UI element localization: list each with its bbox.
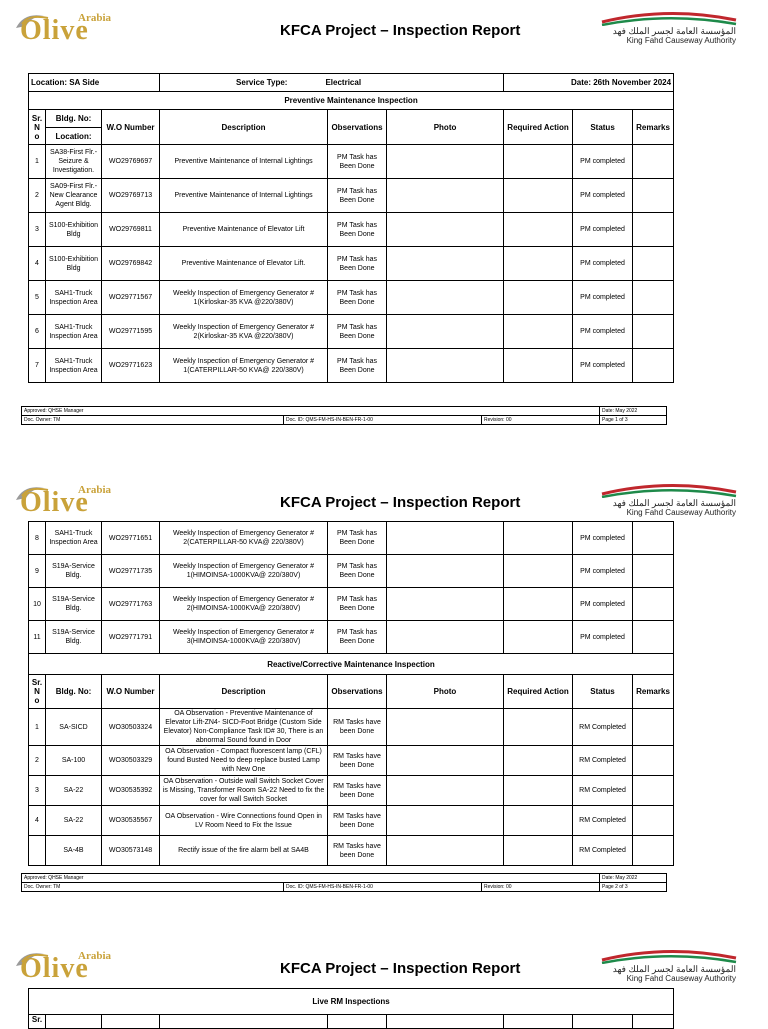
cell-observations: PM Task has Been Done: [328, 315, 387, 349]
cell-description: Weekly Inspection of Emergency Generator # 1(Kirloskar-35 KVA @220/380V): [160, 281, 328, 315]
cell-observations: PM Task has Been Done: [328, 213, 387, 247]
cell-photo: [387, 281, 504, 315]
cell-wo: WO30573148: [102, 836, 160, 866]
cell-description: OA Observation - Preventive Maintenance of Elevator Lift-ZN4- SICD-Foot Bridge (Custom Side Elevator) Non-Compliance Task ID# 30, There is an abnormal Sound found in Door: [160, 709, 328, 746]
cell-required-action: [504, 588, 573, 621]
col-bldg: Bldg. No:: [46, 675, 102, 709]
cell-bldg: S19A-Service Bldg.: [46, 588, 102, 621]
col-description: Description: [160, 110, 328, 145]
cell-wo: WO29771595: [102, 315, 160, 349]
col-remarks: Remarks: [633, 675, 674, 709]
report-page-1: [0, 0, 768, 440]
olive-arabia-logo: Arabia Olive: [14, 10, 134, 42]
cell-remarks: [633, 522, 674, 555]
cell-wo: WO29771791: [102, 621, 160, 654]
cell-required-action: [504, 145, 573, 179]
report-date: Date: 26th November 2024: [504, 74, 674, 92]
cell-description: Rectify issue of the fire alarm bell at SA4B: [160, 836, 328, 866]
cell-status: RM Completed: [573, 746, 633, 776]
cell-remarks: [633, 179, 674, 213]
cell-photo: [387, 213, 504, 247]
table-row: [29, 145, 674, 179]
col-status: Status: [573, 675, 633, 709]
cell-required-action: [504, 806, 573, 836]
cell-wo: WO29771651: [102, 522, 160, 555]
cell-observations: PM Task has Been Done: [328, 522, 387, 555]
cell-required-action: [504, 836, 573, 866]
kfca-logo: المؤسسة العامة لجسر الملك فهد King Fahd Causeway Authority: [598, 10, 740, 44]
table-row: [29, 179, 674, 213]
cell-sr: 5: [29, 281, 46, 315]
cell-wo: WO30503324: [102, 709, 160, 746]
cell-remarks: [633, 806, 674, 836]
cell-description: Preventive Maintenance of Internal Lightings: [160, 179, 328, 213]
cell-status: PM completed: [573, 349, 633, 383]
cell-photo: [387, 709, 504, 746]
col-observations: Observations: [328, 110, 387, 145]
cell-photo: [387, 247, 504, 281]
cell-sr: 11: [29, 621, 46, 654]
cell-bldg: SA-4B: [46, 836, 102, 866]
cell-wo: WO29771623: [102, 349, 160, 383]
col-photo: Photo: [387, 675, 504, 709]
table-row: [29, 746, 674, 776]
cell-status: PM completed: [573, 315, 633, 349]
section-title: Preventive Maintenance Inspection: [29, 92, 674, 110]
cell-observations: PM Task has Been Done: [328, 555, 387, 588]
section-title: Reactive/Corrective Maintenance Inspection: [29, 654, 674, 675]
cell-description: Weekly Inspection of Emergency Generator # 1(CATERPILLAR-50 KVA@ 220/380V): [160, 349, 328, 383]
cell-observations: PM Task has Been Done: [328, 281, 387, 315]
cell-required-action: [504, 281, 573, 315]
cell-description: OA Observation - Outside wall Switch Socket Cover is Missing, Transformer Room SA-22 Need to fix the cover for wall Switch Socket: [160, 776, 328, 806]
cell-sr: 6: [29, 315, 46, 349]
cell-observations: PM Task has Been Done: [328, 145, 387, 179]
cell-sr: 8: [29, 522, 46, 555]
cell-status: RM Completed: [573, 776, 633, 806]
cell-description: Weekly Inspection of Emergency Generator # 2(HIMOINSA-1000KVA@ 220/380V): [160, 588, 328, 621]
kfca-logo: المؤسسة العامة لجسر الملك فهد King Fahd Causeway Authority: [598, 482, 740, 516]
cell-photo: [387, 776, 504, 806]
cell-bldg: SA-22: [46, 806, 102, 836]
cell-status: PM completed: [573, 621, 633, 654]
cell-bldg: SAH1-Truck Inspection Area: [46, 281, 102, 315]
cell-bldg: SA-100: [46, 746, 102, 776]
cell-sr: 9: [29, 555, 46, 588]
cell-observations: RM Tasks have been Done: [328, 746, 387, 776]
cell-status: PM completed: [573, 281, 633, 315]
cell-remarks: [633, 315, 674, 349]
cell-description: Weekly Inspection of Emergency Generator # 2(CATERPILLAR-50 KVA@ 220/380V): [160, 522, 328, 555]
col-status: Status: [573, 110, 633, 145]
cell-description: OA Observation - Compact fluorescent lamp (CFL) found Busted Need to deep replace busted Lamp with New One: [160, 746, 328, 776]
cell-required-action: [504, 315, 573, 349]
cell-photo: [387, 179, 504, 213]
report-page-2: [0, 472, 768, 902]
col-observations: Observations: [328, 675, 387, 709]
cell-remarks: [633, 836, 674, 866]
col-wo: W.O Number: [102, 110, 160, 145]
cell-photo: [387, 349, 504, 383]
page-title: KFCA Project – Inspection Report: [280, 22, 521, 39]
col-bldg: Bldg. No:: [46, 110, 102, 128]
cell-observations: PM Task has Been Done: [328, 179, 387, 213]
col-photo: Photo: [387, 110, 504, 145]
cell-description: OA Observation - Wire Connections found Open in LV Room Need to Fix the Issue: [160, 806, 328, 836]
cell-wo: WO30503329: [102, 746, 160, 776]
cell-remarks: [633, 709, 674, 746]
cell-remarks: [633, 555, 674, 588]
cell-wo: WO29771735: [102, 555, 160, 588]
table-row: [29, 588, 674, 621]
col-required-action: Required Action: [504, 110, 573, 145]
cell-required-action: [504, 522, 573, 555]
cell-wo: WO30535567: [102, 806, 160, 836]
cell-observations: RM Tasks have been Done: [328, 709, 387, 746]
cell-observations: PM Task has Been Done: [328, 247, 387, 281]
live-rm-table: [28, 988, 674, 1029]
col-required-action: Required Action: [504, 675, 573, 709]
table-row: [29, 621, 674, 654]
cell-required-action: [504, 709, 573, 746]
location-label: Location: SA Side: [29, 74, 160, 92]
report-page-3: [0, 938, 768, 1024]
cell-wo: WO29771567: [102, 281, 160, 315]
service-type: Service Type: Electrical: [160, 74, 504, 92]
cell-photo: [387, 145, 504, 179]
cell-status: PM completed: [573, 179, 633, 213]
cell-bldg: SA09-First Flr.-New Clearance Agent Bldg.: [46, 179, 102, 213]
col-remarks: Remarks: [633, 110, 674, 145]
pm-inspection-table: [28, 73, 674, 383]
olive-arabia-logo: Arabia Olive: [14, 948, 134, 980]
cell-wo: WO30535392: [102, 776, 160, 806]
col-sr: Sr. N o: [29, 675, 46, 709]
cell-status: RM Completed: [573, 709, 633, 746]
cell-status: PM completed: [573, 145, 633, 179]
section-title: Live RM Inspections: [29, 989, 674, 1015]
cell-remarks: [633, 213, 674, 247]
cell-wo: WO29769697: [102, 145, 160, 179]
cell-wo: WO29771763: [102, 588, 160, 621]
cell-required-action: [504, 621, 573, 654]
table-row: [29, 315, 674, 349]
cell-status: PM completed: [573, 247, 633, 281]
page-title: KFCA Project – Inspection Report: [280, 960, 521, 977]
cell-remarks: [633, 247, 674, 281]
cell-wo: WO29769713: [102, 179, 160, 213]
page-header: [0, 472, 768, 518]
table-row: [29, 522, 674, 555]
cell-photo: [387, 806, 504, 836]
col-description: Description: [160, 675, 328, 709]
cell-sr: 4: [29, 806, 46, 836]
cell-sr: 3: [29, 213, 46, 247]
cell-photo: [387, 315, 504, 349]
col-sr: Sr.: [29, 1015, 46, 1029]
cell-photo: [387, 588, 504, 621]
table-row: [29, 281, 674, 315]
cell-sr: 1: [29, 145, 46, 179]
cell-bldg: S100-Exhibition Bldg: [46, 213, 102, 247]
cell-remarks: [633, 588, 674, 621]
doc-footer: Approved: QHSE Manager Date: May 2022 Doc. Owner: TM Doc. ID: QMS-FM-HS-IN-BEN-FR-1-00 Revision: 00 Page 2 of 3: [21, 873, 667, 892]
kfca-logo: المؤسسة العامة لجسر الملك فهد King Fahd Causeway Authority: [598, 948, 740, 982]
cell-required-action: [504, 776, 573, 806]
cell-bldg: SA-SICD: [46, 709, 102, 746]
cell-bldg: SA38-First Flr.-Seizure & Investigation.: [46, 145, 102, 179]
cell-observations: PM Task has Been Done: [328, 349, 387, 383]
cell-remarks: [633, 281, 674, 315]
cell-status: RM Completed: [573, 806, 633, 836]
cell-photo: [387, 522, 504, 555]
cell-required-action: [504, 555, 573, 588]
cell-remarks: [633, 746, 674, 776]
cell-description: Preventive Maintenance of Elevator Lift: [160, 213, 328, 247]
cell-sr: 7: [29, 349, 46, 383]
cell-bldg: SAH1-Truck Inspection Area: [46, 522, 102, 555]
cell-observations: RM Tasks have been Done: [328, 836, 387, 866]
table-row: [29, 213, 674, 247]
cell-photo: [387, 555, 504, 588]
cell-remarks: [633, 776, 674, 806]
cell-bldg: S19A-Service Bldg.: [46, 621, 102, 654]
table-row: [29, 776, 674, 806]
page-header: [0, 0, 768, 46]
col-wo: W.O Number: [102, 675, 160, 709]
col-location: Location:: [46, 128, 102, 145]
cell-remarks: [633, 145, 674, 179]
cell-description: Weekly Inspection of Emergency Generator # 3(HIMOINSA-1000KVA@ 220/380V): [160, 621, 328, 654]
cell-bldg: SAH1-Truck Inspection Area: [46, 315, 102, 349]
table-row: [29, 247, 674, 281]
cell-sr: 1: [29, 709, 46, 746]
cell-sr: 2: [29, 746, 46, 776]
cell-required-action: [504, 213, 573, 247]
cell-photo: [387, 836, 504, 866]
cell-sr: 2: [29, 179, 46, 213]
cell-description: Weekly Inspection of Emergency Generator # 1(HIMOINSA-1000KVA@ 220/380V): [160, 555, 328, 588]
table-row: [29, 806, 674, 836]
cell-photo: [387, 621, 504, 654]
cell-photo: [387, 746, 504, 776]
cell-status: PM completed: [573, 555, 633, 588]
cell-observations: PM Task has Been Done: [328, 588, 387, 621]
cell-bldg: SAH1-Truck Inspection Area: [46, 349, 102, 383]
table-row: [29, 709, 674, 746]
table-row: [29, 836, 674, 866]
cell-wo: WO29769842: [102, 247, 160, 281]
col-sr: Sr. N o: [29, 110, 46, 145]
cell-description: Preventive Maintenance of Elevator Lift.: [160, 247, 328, 281]
pm-inspection-table-continued: [28, 521, 674, 866]
cell-status: PM completed: [573, 522, 633, 555]
doc-footer: Approved: QHSE Manager Date: May 2022 Doc. Owner: TM Doc. ID: QMS-FM-HS-IN-BEN-FR-1-00 Revision: 00 Page 1 of 3: [21, 406, 667, 425]
cell-required-action: [504, 349, 573, 383]
cell-remarks: [633, 621, 674, 654]
cell-observations: RM Tasks have been Done: [328, 776, 387, 806]
cell-observations: PM Task has Been Done: [328, 621, 387, 654]
cell-required-action: [504, 247, 573, 281]
cell-status: RM Completed: [573, 836, 633, 866]
cell-description: Weekly Inspection of Emergency Generator # 2(Kirloskar-35 KVA @220/380V): [160, 315, 328, 349]
table-row: [29, 555, 674, 588]
page-header: [0, 938, 768, 984]
cell-remarks: [633, 349, 674, 383]
cell-bldg: S100-Exhibition Bldg: [46, 247, 102, 281]
cell-sr: 3: [29, 776, 46, 806]
cell-bldg: S19A-Service Bldg.: [46, 555, 102, 588]
cell-sr: 4: [29, 247, 46, 281]
cell-description: Preventive Maintenance of Internal Lightings: [160, 145, 328, 179]
olive-arabia-logo: Arabia Olive: [14, 482, 134, 514]
cell-required-action: [504, 746, 573, 776]
cell-wo: WO29769811: [102, 213, 160, 247]
cell-sr: [29, 836, 46, 866]
cell-sr: 10: [29, 588, 46, 621]
page-title: KFCA Project – Inspection Report: [280, 494, 521, 511]
cell-required-action: [504, 179, 573, 213]
cell-status: PM completed: [573, 588, 633, 621]
table-row: [29, 349, 674, 383]
cell-observations: RM Tasks have been Done: [328, 806, 387, 836]
cell-bldg: SA-22: [46, 776, 102, 806]
cell-status: PM completed: [573, 213, 633, 247]
